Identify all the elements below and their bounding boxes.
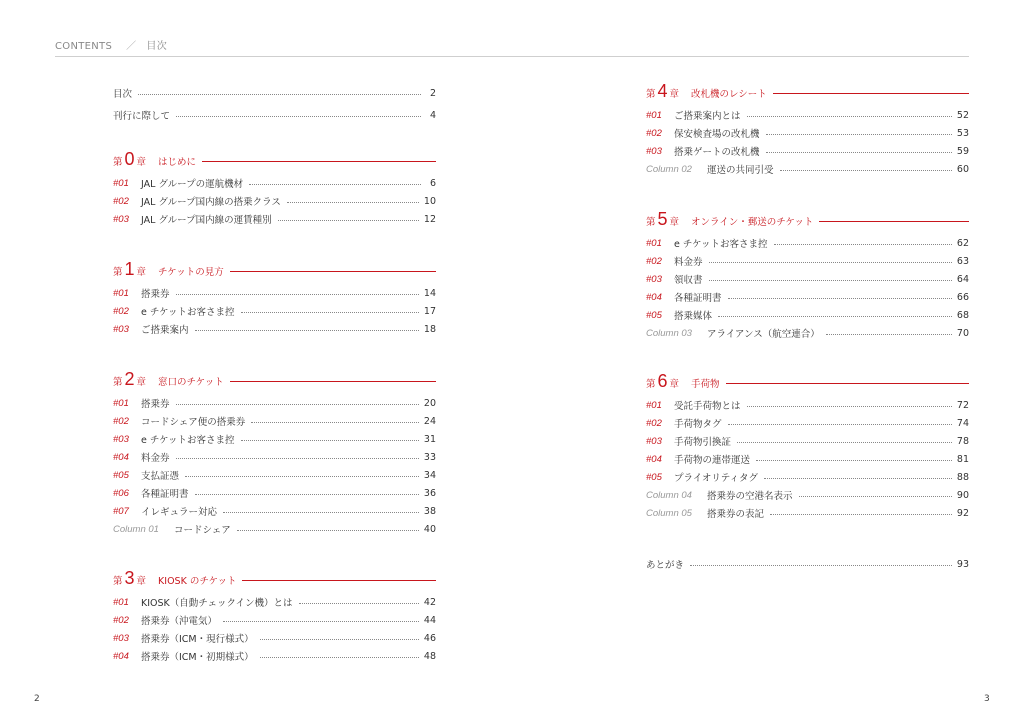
entry-title: 運送の共同引受 — [707, 165, 774, 176]
page-number: 74 — [956, 417, 969, 429]
dot-leader — [690, 565, 952, 566]
chapter-title: 手荷物 — [691, 379, 720, 390]
section-number: #03 — [113, 213, 129, 225]
entry-title: JAL グループの運航機材 — [141, 179, 244, 190]
chapter-rule — [819, 221, 969, 222]
toc-entry[interactable] — [646, 106, 969, 124]
dot-leader — [176, 116, 421, 117]
section-number: #02 — [113, 195, 129, 207]
dot-leader — [223, 621, 419, 622]
dot-leader — [728, 298, 952, 299]
entry-title: 支払証憑 — [141, 471, 180, 482]
entry-title: KIOSK（自動チェックイン機）とは — [141, 598, 293, 609]
page-number: 64 — [956, 273, 969, 285]
dot-leader — [728, 424, 952, 425]
toc-entry[interactable] — [113, 484, 436, 502]
page-number: 20 — [423, 397, 436, 409]
toc-entry[interactable] — [646, 160, 969, 178]
toc-entry[interactable] — [646, 414, 969, 432]
toc-entry[interactable] — [113, 502, 436, 520]
section-number: #01 — [113, 287, 129, 299]
entry-title: アライアンス（航空連合） — [707, 329, 820, 340]
page-number: 17 — [423, 305, 436, 317]
entry-title: 搭乗券の表記 — [707, 509, 765, 520]
toc-entry[interactable] — [113, 302, 436, 320]
column-number: Column 05 — [646, 507, 692, 519]
entry-title: 領収書 — [674, 275, 703, 286]
chapter-suffix: 章 — [669, 89, 680, 100]
dot-leader — [709, 262, 952, 263]
toc-entry[interactable] — [113, 430, 436, 448]
entry-title: 搭乗券 — [141, 399, 170, 410]
dot-leader — [138, 94, 421, 95]
chapter-number: 0 — [124, 148, 135, 169]
page-number: 10 — [423, 195, 436, 207]
toc-entry[interactable] — [646, 124, 969, 142]
dot-leader — [251, 422, 419, 423]
chapter-heading[interactable] — [113, 369, 436, 393]
page-number: 90 — [956, 489, 969, 501]
section-number: #03 — [646, 273, 662, 285]
toc-entry[interactable] — [113, 611, 436, 629]
section-number: #02 — [113, 614, 129, 626]
section-number: #02 — [113, 415, 129, 427]
toc-entry[interactable] — [646, 450, 969, 468]
folio-left: 2 — [34, 694, 40, 704]
header-slash: ／ — [126, 41, 137, 52]
chapter-prefix: 第 — [646, 89, 656, 100]
page-number: 78 — [956, 435, 969, 447]
dot-leader — [195, 330, 419, 331]
toc-entry[interactable] — [113, 448, 436, 466]
running-header — [55, 37, 167, 52]
page-number: 63 — [956, 255, 969, 267]
section-number: #01 — [646, 399, 662, 411]
page-number: 34 — [423, 469, 436, 481]
entry-title: e チケットお客さま控 — [674, 239, 768, 250]
dot-leader — [249, 184, 421, 185]
section-number: #01 — [113, 177, 129, 189]
entry-title: イレギュラー対応 — [141, 507, 218, 518]
page-number: 40 — [423, 523, 436, 535]
entry-title: 受託手荷物とは — [674, 401, 741, 412]
toc-entry[interactable] — [646, 324, 969, 342]
section-number: #03 — [113, 323, 129, 335]
page-number: 12 — [423, 213, 436, 225]
dot-leader — [747, 406, 952, 407]
entry-title: ご搭乗案内とは — [674, 111, 741, 122]
section-number: #04 — [646, 453, 662, 465]
toc-entry[interactable] — [113, 412, 436, 430]
chapter-prefix: 第 — [113, 377, 123, 388]
chapter-rule — [230, 271, 436, 272]
entry-title: コードシェア — [174, 525, 231, 536]
chapter-number: 5 — [657, 208, 668, 229]
column-number: Column 03 — [646, 327, 692, 339]
chapter-heading[interactable] — [113, 568, 436, 592]
toc-entry[interactable] — [646, 555, 969, 573]
toc-entry[interactable] — [646, 504, 969, 522]
column-number: Column 02 — [646, 163, 692, 175]
page-number: 38 — [423, 505, 436, 517]
page-number: 46 — [423, 632, 436, 644]
dot-leader — [176, 404, 419, 405]
chapter-rule — [202, 161, 436, 162]
page-number: 92 — [956, 507, 969, 519]
entry-title: 搭乗券の空港名表示 — [707, 491, 793, 502]
toc-entry[interactable] — [113, 284, 436, 302]
page-number: 60 — [956, 163, 969, 175]
page-number: 59 — [956, 145, 969, 157]
chapter-prefix: 第 — [646, 379, 656, 390]
chapter-number: 6 — [657, 370, 668, 391]
section-number: #05 — [646, 471, 662, 483]
entry-title: 目次 — [113, 89, 133, 100]
toc-entry[interactable] — [113, 520, 436, 538]
toc-entry[interactable] — [113, 192, 436, 210]
chapter-prefix: 第 — [113, 157, 123, 168]
entry-title: 各種証明書 — [674, 293, 722, 304]
toc-entry[interactable] — [646, 252, 969, 270]
entry-title: 手荷物引換証 — [674, 437, 732, 448]
dot-leader — [223, 512, 419, 513]
entry-title: 料金券 — [141, 453, 170, 464]
page-number: 6 — [429, 177, 436, 189]
dot-leader — [287, 202, 419, 203]
dot-leader — [709, 280, 952, 281]
header-rule — [55, 56, 969, 57]
dot-leader — [747, 116, 952, 117]
dot-leader — [756, 460, 952, 461]
chapter-title: はじめに — [158, 157, 197, 168]
entry-title: あとがき — [646, 560, 685, 571]
toc-entry[interactable] — [113, 629, 436, 647]
entry-title: e チケットお客さま控 — [141, 435, 235, 446]
page-number: 88 — [956, 471, 969, 483]
entry-title: e チケットお客さま控 — [141, 307, 235, 318]
entry-title: 手荷物タグ — [674, 419, 722, 430]
page-number: 72 — [956, 399, 969, 411]
entry-title: JAL グループ国内線の搭乗クラス — [141, 197, 281, 208]
page-number: 70 — [956, 327, 969, 339]
entry-title: 搭乗ゲートの改札機 — [674, 147, 760, 158]
chapter-prefix: 第 — [113, 267, 123, 278]
chapter-suffix: 章 — [136, 377, 147, 388]
chapter-suffix: 章 — [136, 267, 147, 278]
chapter-suffix: 章 — [136, 576, 147, 587]
toc-entry[interactable] — [113, 320, 436, 338]
page-number: 68 — [956, 309, 969, 321]
toc-entry[interactable] — [113, 210, 436, 228]
entry-title: 搭乗券（ICM・現行様式） — [141, 634, 254, 645]
page-number: 14 — [423, 287, 436, 299]
toc-entry[interactable] — [646, 306, 969, 324]
chapter-title: チケットの見方 — [158, 267, 224, 278]
chapter-title: 窓口のチケット — [158, 377, 224, 388]
entry-title: プライオリティタグ — [674, 473, 758, 484]
page-number: 66 — [956, 291, 969, 303]
toc-entry[interactable] — [113, 593, 436, 611]
toc-entry[interactable] — [646, 270, 969, 288]
dot-leader — [241, 440, 419, 441]
dot-leader — [260, 657, 419, 658]
section-number: #05 — [113, 469, 129, 481]
section-number: #01 — [646, 109, 662, 121]
dot-leader — [774, 244, 952, 245]
page-number: 53 — [956, 127, 969, 139]
chapter-number: 4 — [657, 80, 668, 101]
toc-entry[interactable] — [113, 106, 436, 124]
dot-leader — [299, 603, 419, 604]
toc-entry[interactable] — [113, 466, 436, 484]
entry-title: 料金券 — [674, 257, 703, 268]
page-number: 4 — [429, 109, 436, 121]
dot-leader — [718, 316, 952, 317]
toc-entry[interactable] — [113, 174, 436, 192]
chapter-heading[interactable] — [113, 259, 436, 283]
toc-entry[interactable] — [646, 288, 969, 306]
section-number: #06 — [113, 487, 129, 499]
chapter-rule — [230, 381, 436, 382]
page-number: 31 — [423, 433, 436, 445]
page-number: 48 — [423, 650, 436, 662]
chapter-rule — [242, 580, 436, 581]
chapter-rule — [726, 383, 969, 384]
header-contents: CONTENTS — [55, 41, 113, 52]
entry-title: 手荷物の連帯運送 — [674, 455, 751, 466]
entry-title: JAL グループ国内線の運賃種別 — [141, 215, 272, 226]
chapter-title: オンライン・郵送のチケット — [691, 217, 814, 228]
section-number: #02 — [646, 127, 662, 139]
section-number: #01 — [646, 237, 662, 249]
column-number: Column 01 — [113, 523, 159, 535]
toc-entry[interactable] — [646, 142, 969, 160]
section-number: #03 — [646, 435, 662, 447]
section-number: #03 — [646, 145, 662, 157]
entry-title: コードシェア便の搭乗券 — [141, 417, 246, 428]
entry-title: ご搭乗案内 — [141, 325, 189, 336]
section-number: #04 — [646, 291, 662, 303]
dot-leader — [237, 530, 419, 531]
section-number: #05 — [646, 309, 662, 321]
entry-title: 保安検査場の改札機 — [674, 129, 760, 140]
chapter-heading[interactable] — [646, 371, 969, 395]
dot-leader — [799, 496, 952, 497]
section-number: #03 — [113, 433, 129, 445]
page-number: 44 — [423, 614, 436, 626]
chapter-heading[interactable] — [646, 81, 969, 105]
section-number: #02 — [646, 417, 662, 429]
page-number: 52 — [956, 109, 969, 121]
dot-leader — [766, 134, 952, 135]
chapter-title: 改札機のレシート — [691, 89, 767, 100]
page-number: 24 — [423, 415, 436, 427]
toc-entry[interactable] — [646, 486, 969, 504]
dot-leader — [176, 294, 419, 295]
section-number: #02 — [646, 255, 662, 267]
page-number: 42 — [423, 596, 436, 608]
toc-entry[interactable] — [113, 84, 436, 102]
entry-title: 搭乗券（ICM・初期様式） — [141, 652, 254, 663]
dot-leader — [766, 152, 952, 153]
chapter-number: 3 — [124, 567, 135, 588]
entry-title: 各種証明書 — [141, 489, 189, 500]
dot-leader — [737, 442, 952, 443]
entry-title: 刊行に際して — [113, 111, 171, 122]
dot-leader — [764, 478, 952, 479]
page-number: 2 — [429, 87, 436, 99]
chapter-number: 1 — [124, 258, 135, 279]
section-number: #03 — [113, 632, 129, 644]
page-number: 33 — [423, 451, 436, 463]
chapter-suffix: 章 — [669, 217, 680, 228]
dot-leader — [278, 220, 419, 221]
dot-leader — [241, 312, 419, 313]
toc-entry[interactable] — [646, 468, 969, 486]
chapter-title: KIOSK のチケット — [158, 576, 237, 587]
section-number: #07 — [113, 505, 129, 517]
dot-leader — [195, 494, 419, 495]
chapter-number: 2 — [124, 368, 135, 389]
entry-title: 搭乗券（沖電気） — [141, 616, 218, 627]
page-number: 62 — [956, 237, 969, 249]
dot-leader — [770, 514, 952, 515]
dot-leader — [176, 458, 419, 459]
section-number: #01 — [113, 596, 129, 608]
header-jp: 目次 — [146, 41, 168, 52]
section-number: #02 — [113, 305, 129, 317]
toc-entry[interactable] — [646, 432, 969, 450]
dot-leader — [826, 334, 952, 335]
entry-title: 搭乗券 — [141, 289, 170, 300]
section-number: #04 — [113, 451, 129, 463]
chapter-suffix: 章 — [669, 379, 680, 390]
chapter-rule — [773, 93, 969, 94]
section-number: #01 — [113, 397, 129, 409]
toc-entry[interactable] — [646, 396, 969, 414]
page-number: 81 — [956, 453, 969, 465]
folio-right: 3 — [984, 694, 990, 704]
page-number: 36 — [423, 487, 436, 499]
chapter-prefix: 第 — [646, 217, 656, 228]
dot-leader — [260, 639, 419, 640]
column-number: Column 04 — [646, 489, 692, 501]
toc-entry[interactable] — [113, 394, 436, 412]
page-number: 18 — [423, 323, 436, 335]
dot-leader — [780, 170, 952, 171]
chapter-suffix: 章 — [136, 157, 147, 168]
entry-title: 搭乗媒体 — [674, 311, 713, 322]
section-number: #04 — [113, 650, 129, 662]
chapter-heading[interactable] — [113, 149, 436, 173]
chapter-heading[interactable] — [646, 209, 969, 233]
chapter-prefix: 第 — [113, 576, 123, 587]
dot-leader — [185, 476, 419, 477]
toc-entry[interactable] — [646, 234, 969, 252]
page-number: 93 — [956, 558, 969, 570]
toc-entry[interactable] — [113, 647, 436, 665]
